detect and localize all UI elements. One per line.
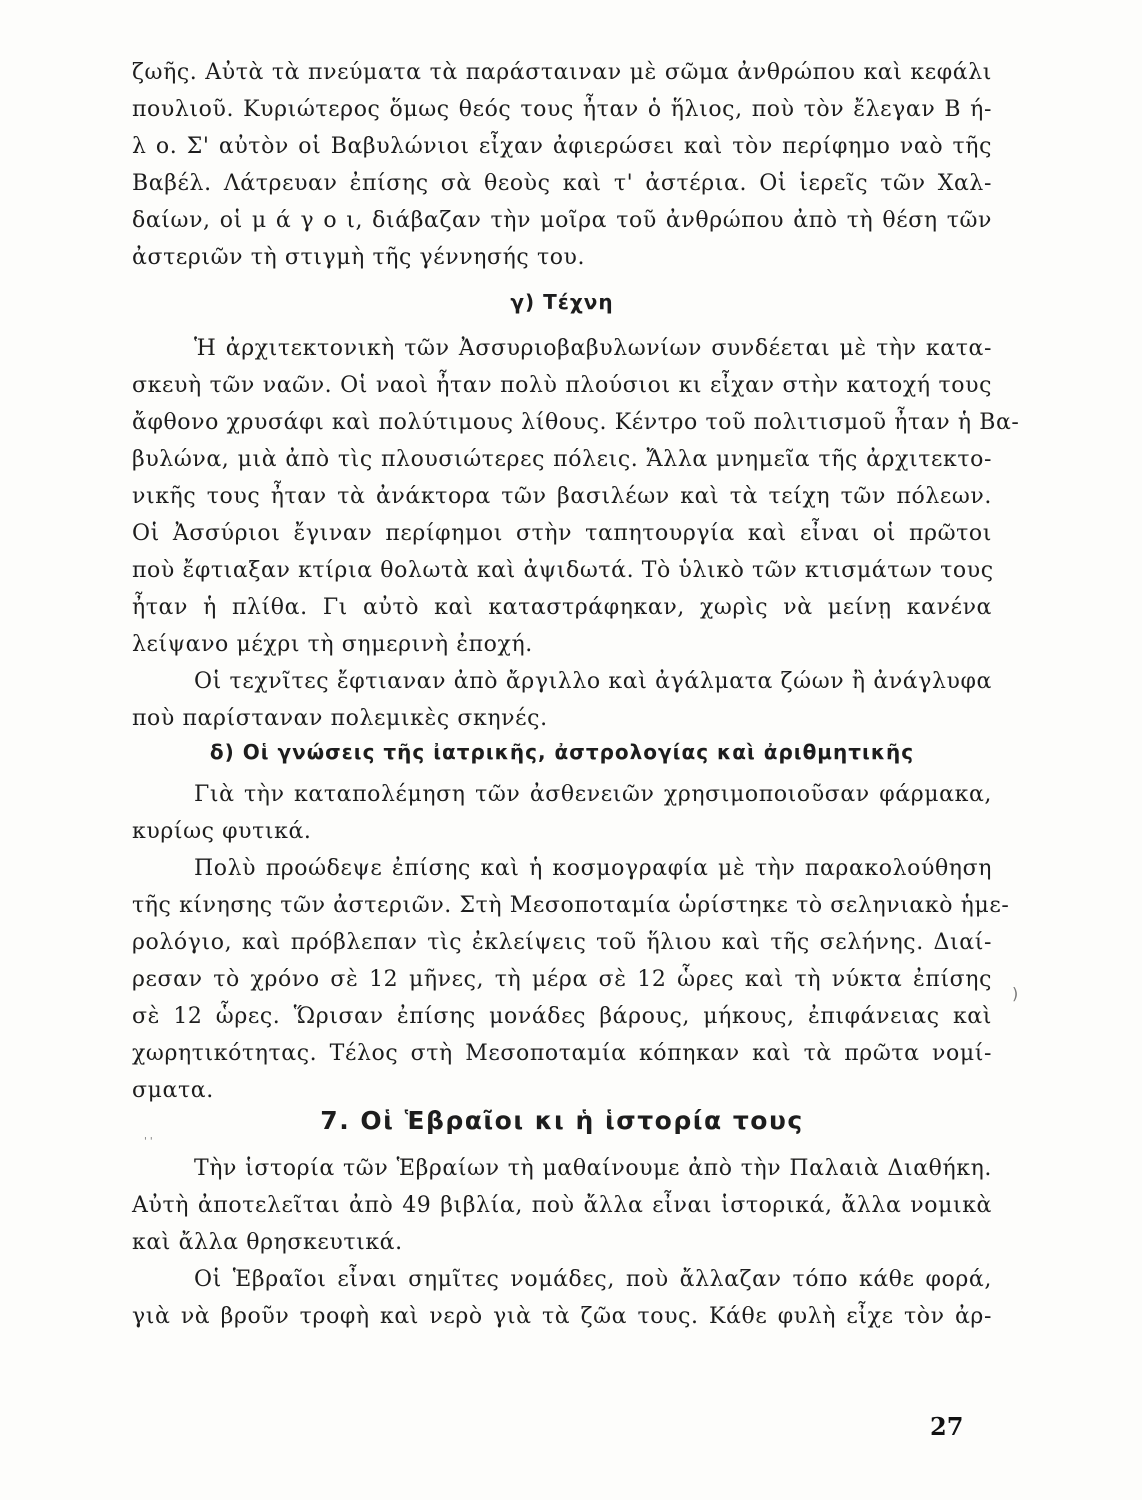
text-line: σκευὴ τῶν ναῶν. Οἱ ναοὶ ἦταν πολὺ πλούσιοι κι εἶχαν στὴν κατοχή τους	[132, 373, 992, 398]
heading-knowledge: δ) Οἱ γνώσεις τῆς ἰατρικῆς, ἀστρολογίας καὶ ἀριθμητικῆς	[209, 740, 915, 764]
text-line: λείψανο μέχρι τὴ σημερινὴ ἐποχή.	[132, 632, 533, 657]
text-line: Τὴν ἱστορία τῶν Ἑβραίων τὴ μαθαίνουμε ἀπὸ τὴν Παλαιὰ Διαθήκη.	[194, 1156, 992, 1181]
text-line: Πολὺ προώδεψε ἐπίσης καὶ ἡ κοσμογραφία μὲ τὴν παρακολούθηση	[194, 856, 992, 881]
text-line: γιὰ νὰ βροῦν τροφὴ καὶ νερὸ γιὰ τὰ ζῶα τους. Κάθε φυλὴ εἶχε τὸν ἀρ-	[132, 1304, 992, 1329]
margin-mark: ' '	[144, 1136, 153, 1147]
text-line: σματα.	[132, 1078, 214, 1103]
margin-mark: )	[1012, 984, 1019, 1003]
text-line: τῆς κίνησης τῶν ἀστεριῶν. Στὴ Μεσοποταμία ὡρίστηκε τὸ σεληνιακὸ ἡμε-	[132, 893, 1010, 918]
text-line: λ ο. Σ' αὐτὸν οἱ Βαβυλώνιοι εἶχαν ἀφιερώσει καὶ τὸν περίφημο ναὸ τῆς	[132, 134, 992, 159]
heading-hebrews: 7. Οἱ Ἑβραῖοι κι ἡ ἱστορία τους	[320, 1106, 804, 1135]
text-line: ρεσαν τὸ χρόνο σὲ 12 μῆνες, τὴ μέρα σὲ 12 ὧρες καὶ τὴ νύκτα ἐπίσης	[132, 967, 992, 992]
text-line: ἦταν ἡ πλίθα. Γι αὐτὸ καὶ καταστράφηκαν, χωρὶς νὰ μείνῃ κανένα	[132, 595, 992, 620]
text-line: ποὺ ἔφτιαξαν κτίρια θολωτὰ καὶ ἀψιδωτά. Τὸ ὑλικὸ τῶν κτισμάτων τους	[132, 558, 994, 583]
text-line: Αὐτὴ ἀποτελεῖται ἀπὸ 49 βιβλία, ποὺ ἄλλα εἶναι ἱστορικά, ἄλλα νομικὰ	[132, 1193, 992, 1218]
text-line: δαίων, οἱ μ ά γ ο ι, διάβαζαν τὴν μοῖρα τοῦ ἀνθρώπου ἀπὸ τὴ θέση τῶν	[132, 208, 992, 233]
text-line: ποὺ παρίσταναν πολεμικὲς σκηνές.	[132, 706, 548, 731]
text-line: βυλώνα, μιὰ ἀπὸ τὶς πλουσιώτερες πόλεις. Ἄλλα μνημεῖα τῆς ἀρχιτεκτο-	[132, 447, 992, 472]
text-line: καὶ ἄλλα θρησκευτικά.	[132, 1230, 403, 1255]
text-line: Ἡ ἀρχιτεκτονικὴ τῶν Ἀσσυριοβαβυλωνίων συνδέεται μὲ τὴν κατα-	[194, 336, 992, 361]
heading-art: γ) Τέχνη	[510, 290, 614, 314]
text-line: Οἱ Ἀσσύριοι ἔγιναν περίφημοι στὴν ταπητουργία καὶ εἶναι οἱ πρῶτοι	[132, 521, 992, 546]
text-line: ἀστεριῶν τὴ στιγμὴ τῆς γέννησής του.	[132, 245, 586, 270]
page-number: 27	[930, 1412, 964, 1441]
text-line: Βαβέλ. Λάτρευαν ἐπίσης σὰ θεοὺς καὶ τ' ἀστέρια. Οἱ ἱερεῖς τῶν Χαλ-	[132, 171, 992, 196]
text-line: πουλιοῦ. Κυριώτερος ὅμως θεός τους ἦταν ὁ ἥλιος, ποὺ τὸν ἔλεγαν Β ή-	[132, 97, 992, 122]
text-line: Γιὰ τὴν καταπολέμηση τῶν ἀσθενειῶν χρησιμοποιοῦσαν φάρμακα,	[194, 782, 992, 807]
text-line: σὲ 12 ὧρες. Ὥρισαν ἐπίσης μονάδες βάρους, μήκους, ἐπιφάνειας καὶ	[132, 1004, 992, 1029]
text-line: χωρητικότητας. Τέλος στὴ Μεσοποταμία κόπηκαν καὶ τὰ πρῶτα νομί-	[132, 1041, 992, 1066]
text-line: Οἱ τεχνῖτες ἔφτιαναν ἀπὸ ἄργιλλο καὶ ἀγάλματα ζώων ἢ ἀνάγλυφα	[194, 669, 992, 694]
text-line: ζωῆς. Αὐτὰ τὰ πνεύματα τὰ παράσταιναν μὲ σῶμα ἀνθρώπου καὶ κεφάλι	[132, 60, 992, 85]
text-line: νικῆς τους ἦταν τὰ ἀνάκτορα τῶν βασιλέων καὶ τὰ τείχη τῶν πόλεων.	[132, 484, 992, 509]
text-line: ρολόγιο, καὶ πρόβλεπαν τὶς ἐκλείψεις τοῦ ἥλιου καὶ τῆς σελήνης. Διαί-	[132, 930, 992, 955]
text-line: κυρίως φυτικά.	[132, 819, 312, 844]
text-line: ἄφθονο χρυσάφι καὶ πολύτιμους λίθους. Κέντρο τοῦ πολιτισμοῦ ἦταν ἡ Βα-	[132, 410, 1020, 435]
text-line: Οἱ Ἑβραῖοι εἶναι σημῖτες νομάδες, ποὺ ἄλλαζαν τόπο κάθε φορά,	[194, 1267, 992, 1292]
